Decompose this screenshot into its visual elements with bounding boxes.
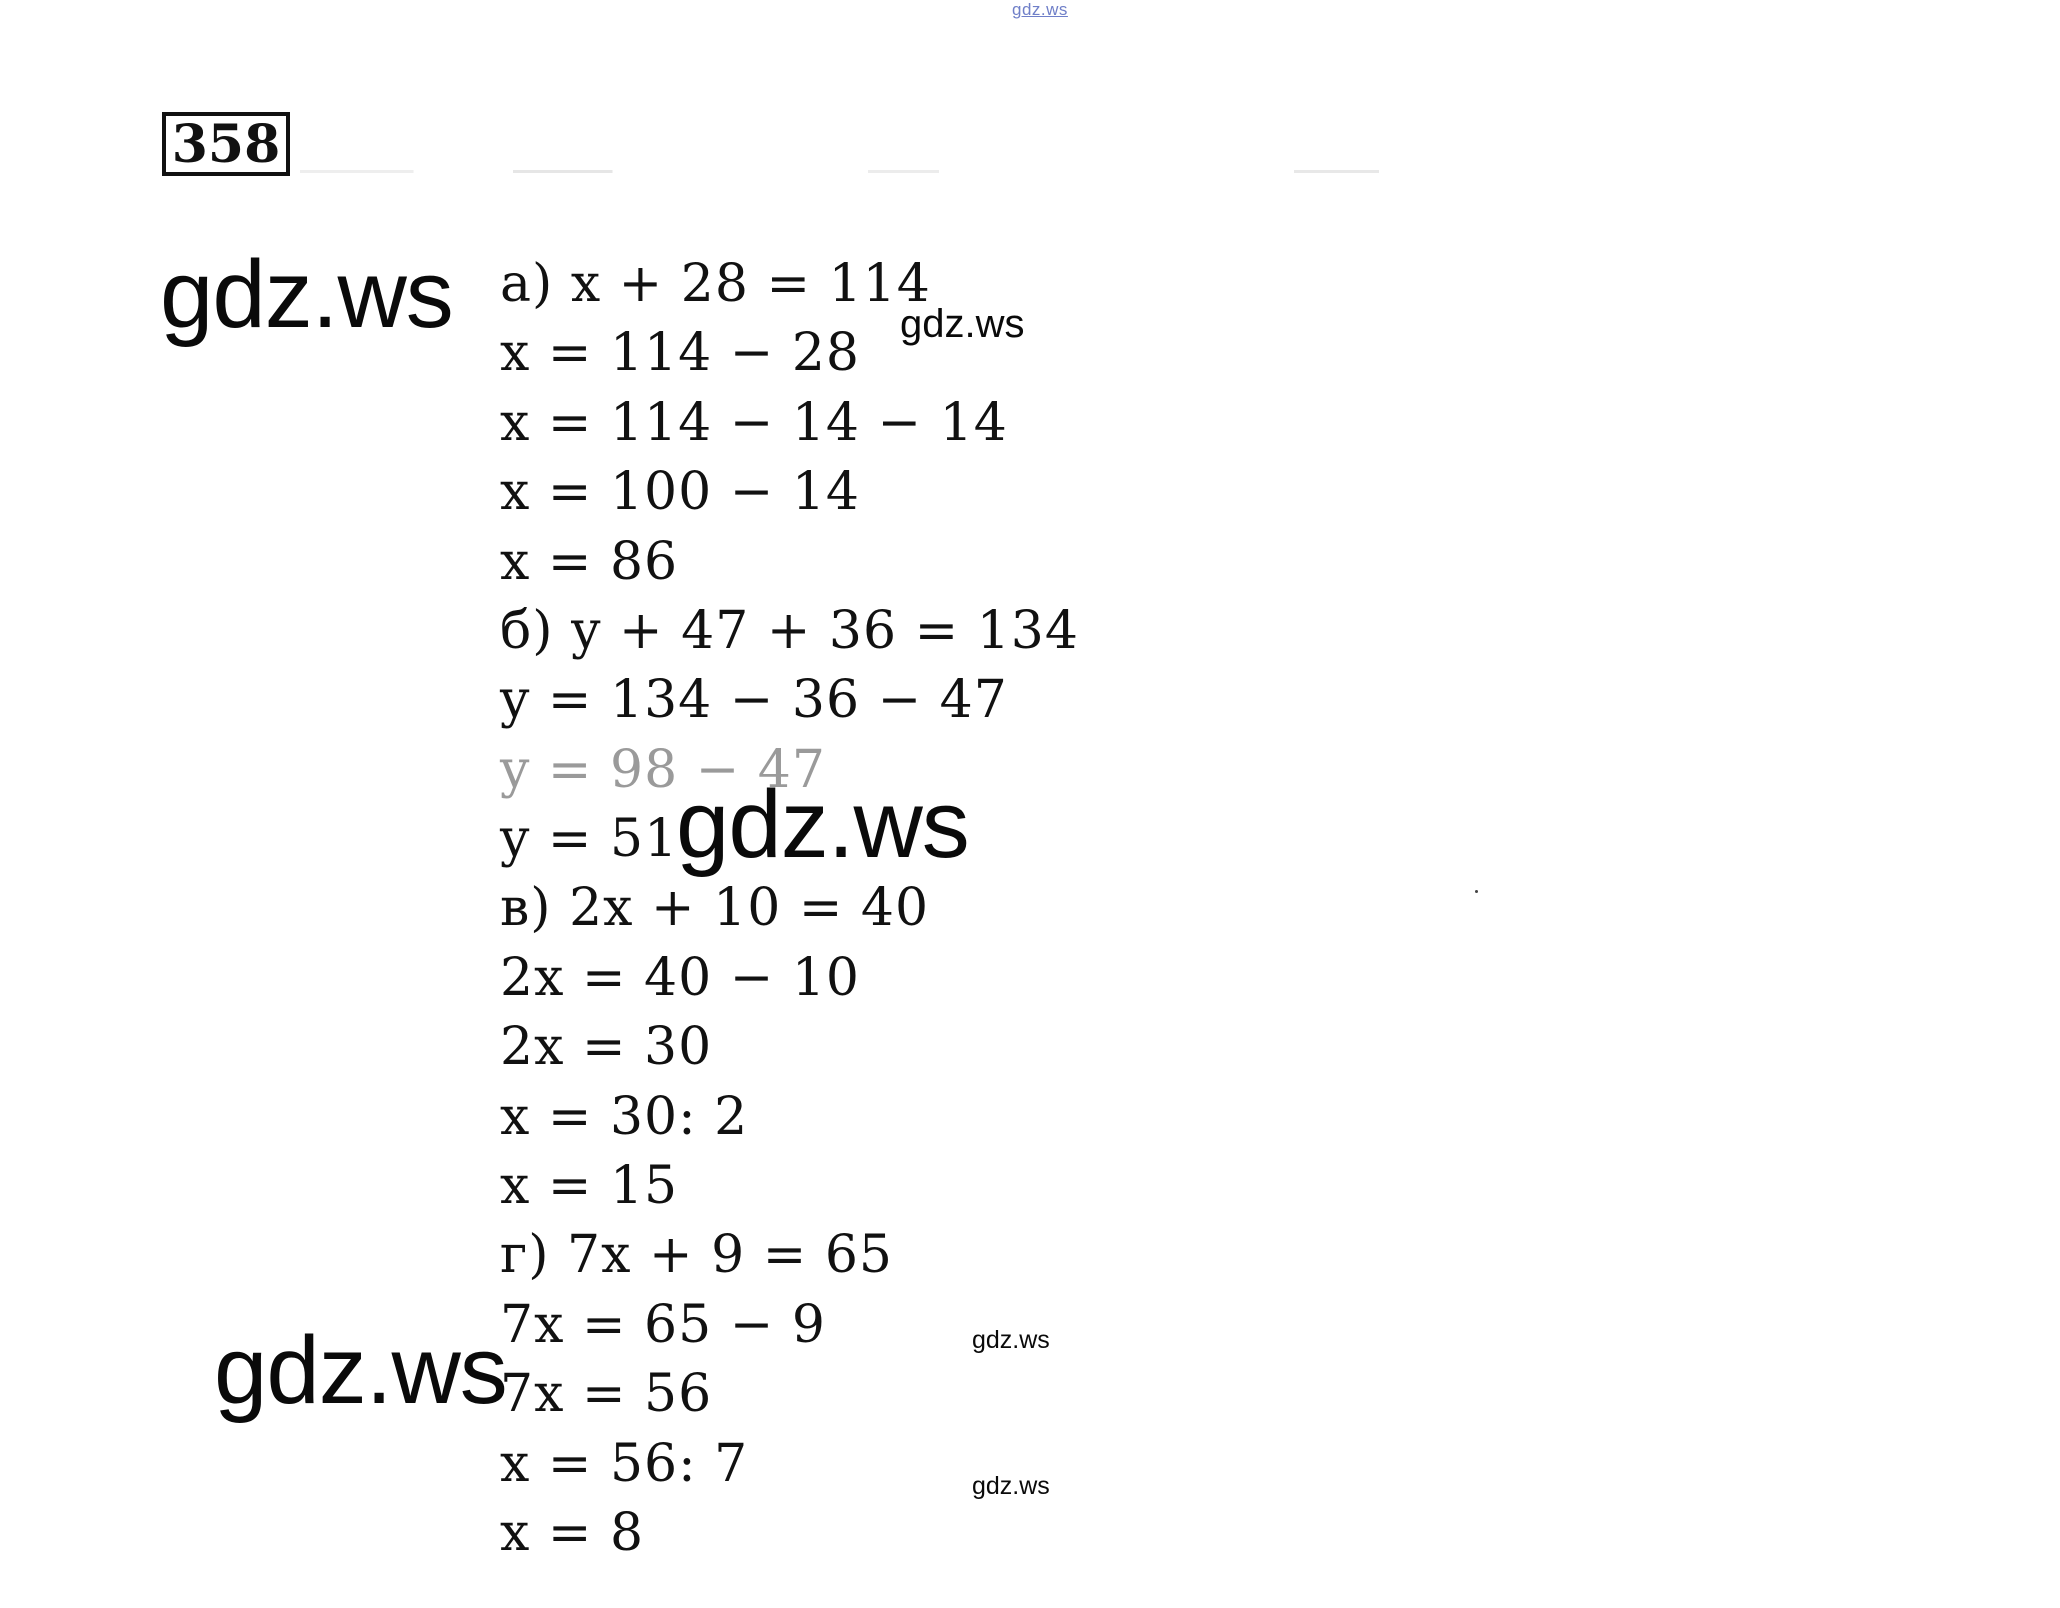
- solution-line: а) x + 28 = 114: [500, 254, 931, 314]
- watermark-small-1: gdz.ws: [972, 1326, 1050, 1354]
- problem-number: 358: [162, 112, 290, 176]
- scan-speck: [1475, 890, 1478, 893]
- watermark-center: gdz.ws: [676, 771, 969, 878]
- top-watermark-link: gdz.ws: [1012, 0, 1068, 19]
- solution-line: г) 7x + 9 = 65: [500, 1225, 893, 1285]
- solution-line: x = 114 − 14 − 14: [500, 393, 1008, 453]
- solution-line: y = 98 − 47: [500, 740, 826, 800]
- solution-line: y = 51: [500, 809, 679, 869]
- faint-header-strip: [300, 170, 1720, 173]
- solution-line: x = 8: [500, 1503, 645, 1563]
- watermark-bottom-left: gdz.ws: [214, 1317, 507, 1424]
- solution-line: 7x = 65 − 9: [500, 1295, 826, 1355]
- watermark-top: gdz.ws: [900, 302, 1025, 346]
- solution-line: 2x = 40 − 10: [500, 948, 861, 1008]
- solution-line: x = 30: 2: [500, 1087, 749, 1147]
- watermark-top-left: gdz.ws: [160, 241, 453, 348]
- solution-line: в) 2x + 10 = 40: [500, 878, 930, 938]
- solution-line: x = 15: [500, 1156, 679, 1216]
- solution-line: б) y + 47 + 36 = 134: [500, 601, 1079, 661]
- solution-line: x = 86: [500, 532, 679, 592]
- solution-line: y = 134 − 36 − 47: [500, 670, 1008, 730]
- solution-line: x = 114 − 28: [500, 323, 861, 383]
- watermark-small-2: gdz.ws: [972, 1472, 1050, 1500]
- solution-line: 2x = 30: [500, 1017, 713, 1077]
- solution-line: x = 100 − 14: [500, 462, 861, 522]
- solution-line: x = 56: 7: [500, 1434, 749, 1494]
- solution-line: 7x = 56: [500, 1364, 713, 1424]
